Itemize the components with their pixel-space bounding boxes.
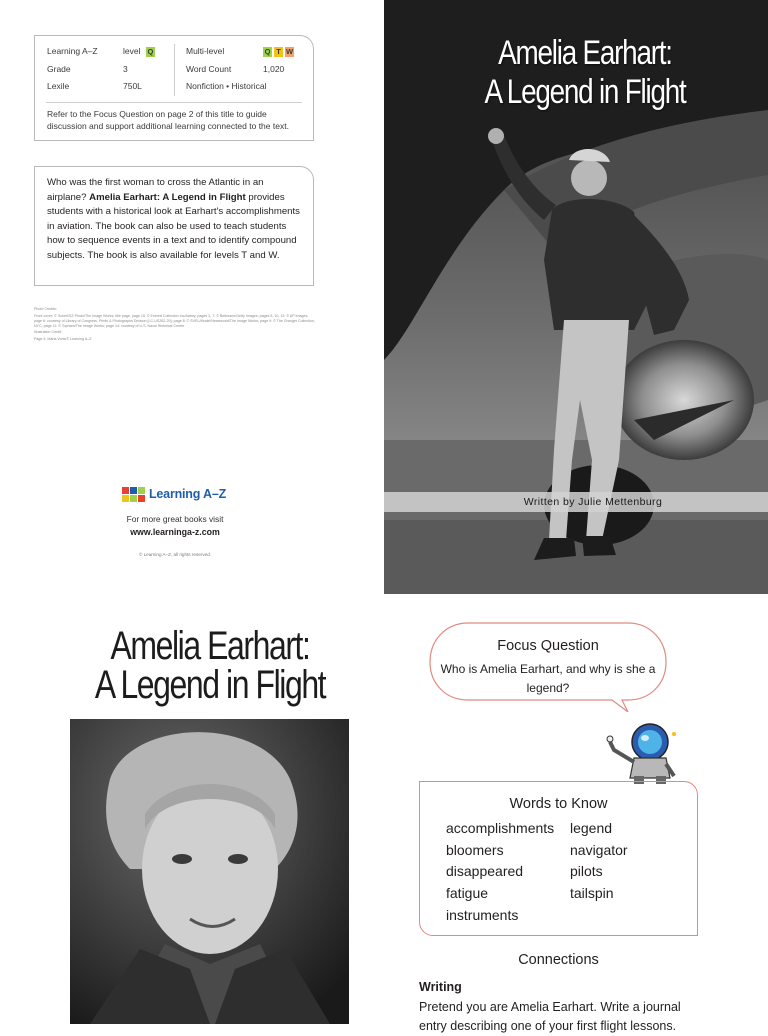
word-item: tailspin (570, 885, 614, 902)
word-item: disappeared (446, 863, 524, 880)
logo-text: Learning A–Z (149, 487, 227, 501)
summary-title: Amelia Earhart: A Legend in Flight (89, 191, 246, 203)
portrait-image (70, 719, 349, 1024)
focus-question-text: Who is Amelia Earhart, and why is she a legend? (440, 662, 656, 695)
robot-mascot-icon (604, 720, 680, 786)
website-link[interactable]: www.learninga-z.com (130, 527, 220, 537)
reading-level-card (34, 35, 314, 141)
cover-author: Written by Julie Mettenburg (523, 496, 663, 508)
illustration-credit-head: Illustration Credit: (34, 330, 62, 334)
info-divider-horizontal (46, 102, 302, 103)
logo-blocks-icon (122, 486, 146, 502)
info-divider-vertical (174, 44, 175, 96)
word-item: accomplishments (446, 820, 555, 836)
word-item: navigator (570, 841, 628, 858)
words-to-know-heading: Words to Know (509, 796, 608, 812)
title-page-line2: A Legend in Flight (94, 663, 326, 707)
multilevel-badge-w: W (285, 46, 294, 56)
info-label-word-count: Word Count (186, 63, 232, 74)
writing-prompt: Pretend you are Amelia Earhart. Write a journal entry describing one of your first flight lessons. (419, 1000, 681, 1033)
focus-question-heading: Focus Question (497, 638, 599, 654)
word-item: legend (570, 820, 613, 836)
cover-title-line1: Amelia Earhart: (498, 34, 672, 72)
lexile-value: 750L (123, 81, 142, 91)
multilevel-badge-t: T (274, 47, 283, 57)
focus-note: Refer to the Focus Question on page 2 of this title to guide discussion and support additional learning connected to the text. (47, 109, 289, 131)
word-item: pilots (570, 863, 603, 880)
word-item: fatigue (446, 885, 489, 902)
credits-block (34, 307, 316, 343)
info-label-genre: Nonfiction • Historical (186, 81, 267, 91)
info-labels-left (47, 43, 98, 96)
writing-heading: Writing (419, 980, 462, 994)
info-label-multilevel: Multi-level (186, 46, 225, 56)
info-values-right (263, 43, 296, 78)
book-summary-card (34, 166, 314, 286)
portrait-photo (70, 719, 349, 1024)
level-badge: Q (147, 46, 154, 56)
words-column-2 (570, 818, 628, 905)
title-page-line1: Amelia Earhart: (110, 624, 310, 668)
rights-text: © Learning A–Z, all rights reserved. (138, 552, 212, 557)
grade-value: 3 (123, 63, 128, 74)
info-label-lexile: Lexile (47, 81, 70, 91)
info-labels-right (186, 43, 266, 96)
info-values-left (123, 43, 157, 96)
level-row (123, 43, 157, 61)
level-label: level (123, 46, 141, 56)
multilevel-badge-q: Q (264, 46, 271, 56)
photo-credits-head: Photo Credits: (34, 307, 57, 311)
illustration-credit-text: Page 4: Maria Voris/© Learning A–Z (34, 336, 92, 341)
connections-heading: Connections (518, 952, 599, 968)
word-item: bloomers (446, 841, 504, 858)
cover-photo (384, 0, 768, 594)
learning-az-logo (122, 485, 232, 505)
summary-rest: provides students with a historical look at Earhart's accomplishments in aviation. The book can also be used to teach students how to sequence events in a text and to identify compound subjects. The book is also available for levels T and W. (47, 191, 300, 261)
photo-credits-text: Front cover: © Scherl/SZ Photo/The Image Works; title page, page 15: © Everett Collection Inc/Alamy; pages 3, 7: © Bettmann/Getty Images; pages 5, 10, 13: © AP Images; page 6: courtesy of Library of Congress, Prints & Photographs Division [LC-USZ62-20]; page 8: © SVEL/Model/Newsworld/The Image Works; page 9: © The Granger Collection, NYC; page 11: © Topham/The Image Works; page 14: courtesy of U.S. Naval Historical Center (34, 313, 315, 328)
visit-text: For more great books visit (126, 514, 224, 524)
book-summary (47, 176, 305, 264)
summary-intro: Who was the first woman to cross the Atlantic in an airplane? (47, 177, 264, 203)
words-column-1 (446, 818, 554, 927)
info-label-learning-az: Learning A–Z (47, 46, 98, 56)
word-count-value: 1,020 (263, 63, 285, 74)
word-item: instruments (446, 906, 519, 923)
cover-title-line2: A Legend in Flight (484, 73, 686, 111)
multilevel-badges (263, 43, 296, 61)
info-label-grade: Grade (47, 63, 71, 74)
